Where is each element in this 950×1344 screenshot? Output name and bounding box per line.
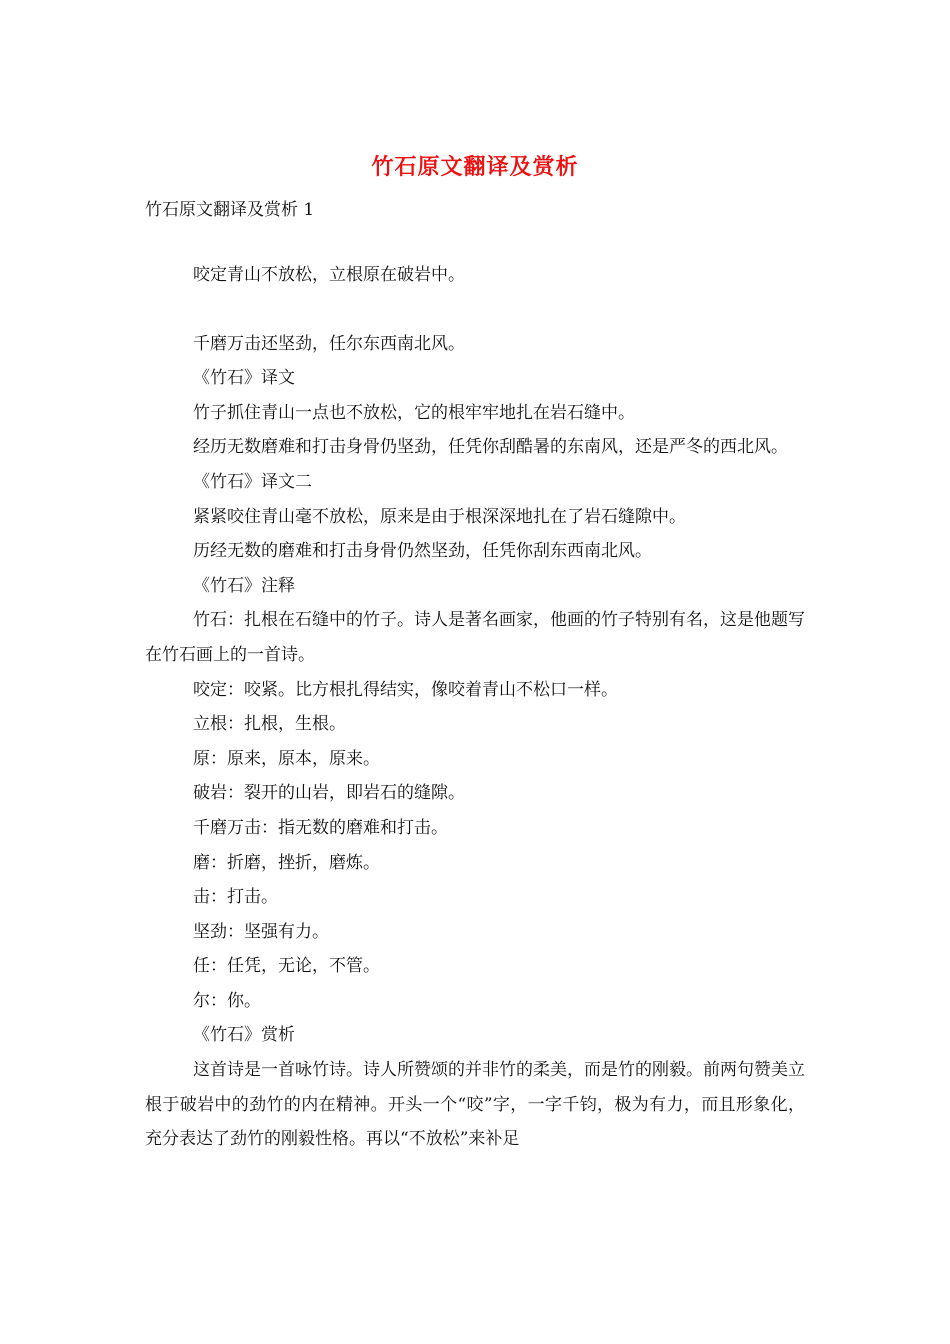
paragraph: 击：打击。 — [193, 887, 278, 908]
paragraph: 坚劲：坚强有力。 — [193, 921, 329, 942]
document-title: 竹石原文翻译及赏析 — [371, 154, 579, 180]
poem-line-2: 千磨万击还坚劲，任尔东西南北风。 — [193, 333, 465, 354]
document-page — [145, 150, 805, 1157]
paragraph: 竹子抓住青山一点也不放松，它的根牢牢地扎在岩石缝中。 — [193, 402, 635, 423]
paragraph: 千磨万击：指无数的磨难和打击。 — [193, 817, 448, 838]
spacer — [145, 224, 805, 258]
paragraph: 经历无数磨难和打击身骨仍坚劲，任凭你刮酷暑的东南风，还是严冬的西北风。 — [193, 437, 788, 458]
paragraph: 原：原来，原本，原来。 — [193, 748, 380, 769]
paragraph: 咬定：咬紧。比方根扎得结实，像咬着青山不松口一样。 — [193, 679, 618, 700]
poem-line-1: 咬定青山不放松，立根原在破岩中。 — [193, 265, 465, 285]
paragraph: 这首诗是一首咏竹诗。诗人所赞颂的并非竹的柔美，而是竹的刚毅。前两句赞美立根于破岩中的劲竹的内在精神。开头一个“咬”字，一字千钧，极为有力，而且形象化，充分表达了劲竹的刚毅性格。再以“不放松”来补足 — [145, 1060, 805, 1150]
spacer — [145, 293, 805, 327]
paragraph: 立根：扎根，生根。 — [193, 714, 346, 735]
paragraph: 破岩：裂开的山岩，即岩石的缝隙。 — [193, 783, 465, 804]
paragraph: 紧紧咬住青山毫不放松，原来是由于根深深地扎在了岩石缝隙中。 — [193, 506, 686, 527]
paragraph: 《竹石》译文 — [193, 368, 295, 389]
paragraph: 竹石：扎根在石缝中的竹子。诗人是著名画家，他画的竹子特别有名，这是他题写在竹石画上的一首诗。 — [145, 610, 805, 665]
paragraph: 《竹石》译文二 — [193, 471, 312, 492]
paragraph: 任：任凭，无论，不管。 — [193, 956, 380, 977]
section-heading: 竹石原文翻译及赏析 1 — [145, 200, 315, 220]
paragraph: 《竹石》注释 — [193, 575, 295, 596]
paragraph: 磨：折磨，挫折，磨炼。 — [193, 852, 380, 873]
paragraph: 历经无数的磨难和打击身骨仍然坚劲，任凭你刮东西南北风。 — [193, 541, 652, 562]
paragraph: 尔：你。 — [193, 990, 261, 1011]
paragraph: 《竹石》赏析 — [193, 1025, 295, 1046]
